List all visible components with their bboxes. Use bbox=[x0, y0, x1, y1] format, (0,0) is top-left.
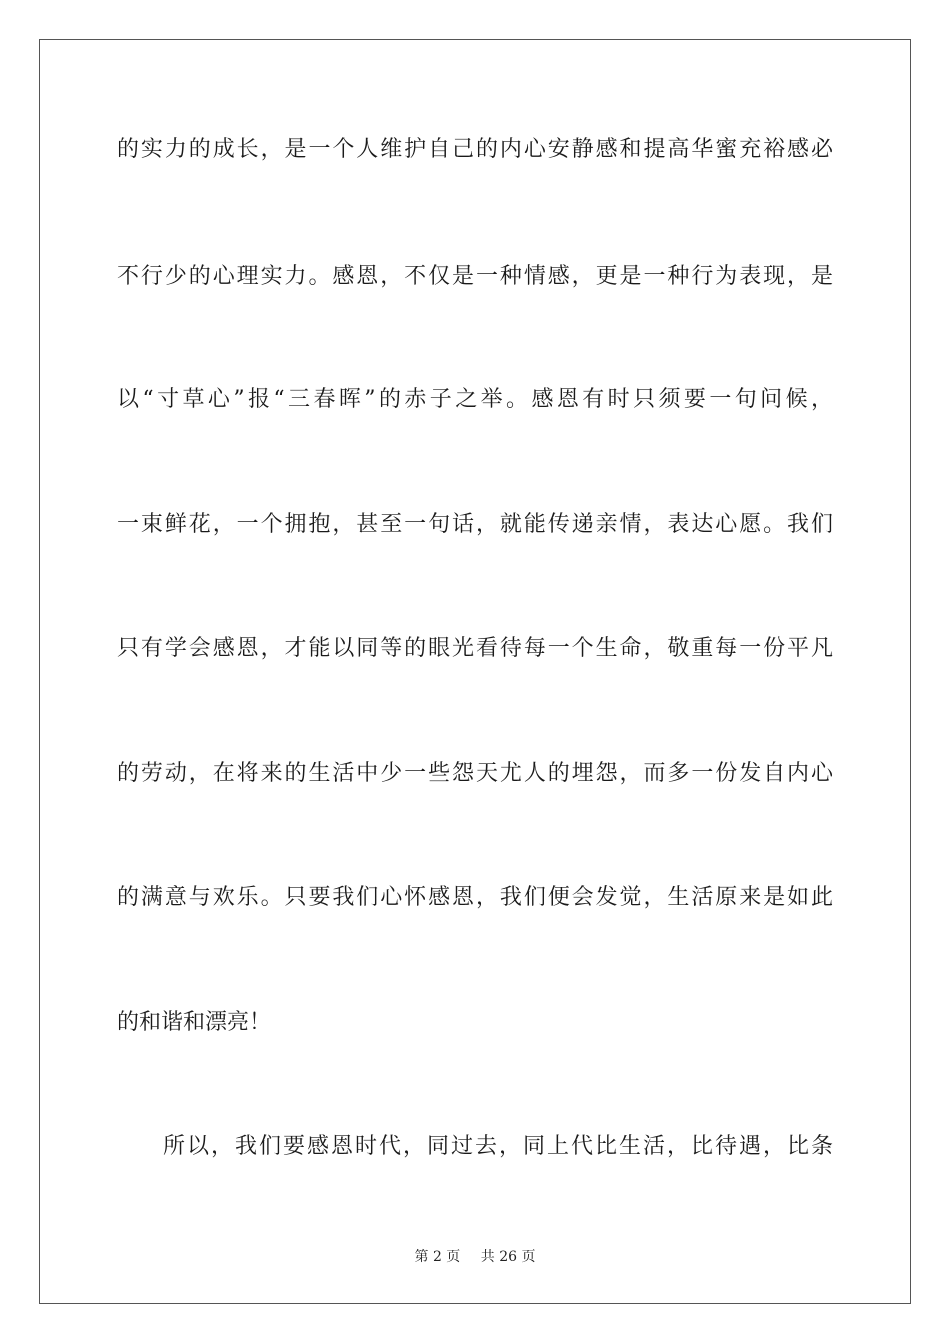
page-border bbox=[39, 39, 911, 1304]
body-text-line: 的劳动，在将来的生活中少一些怨天尤人的埋怨，而多一份发自内心 bbox=[117, 761, 833, 786]
body-text-line: 只有学会感恩，才能以同等的眼光看待每一个生命，敬重每一份平凡 bbox=[117, 636, 833, 661]
page-count: 共 26 页 bbox=[480, 1249, 536, 1265]
body-text-line: 不行少的心理实力。感恩，不仅是一种情感，更是一种行为表现，是 bbox=[117, 264, 833, 289]
body-text-line: 以“寸草心”报“三春晖”的赤子之举。感恩有时只须要一句问候， bbox=[117, 387, 833, 412]
page-number: 第 2 页 bbox=[414, 1249, 461, 1265]
body-text-line: 的满意与欢乐。只要我们心怀感恩，我们便会发觉，生活原来是如此 bbox=[117, 885, 833, 910]
body-text-line: 的实力的成长，是一个人维护自己的内心安静感和提高华蜜充裕感必 bbox=[117, 137, 833, 162]
body-text-line: 一束鲜花，一个拥抱，甚至一句话，就能传递亲情，表达心愿。我们 bbox=[117, 512, 833, 537]
body-text-line: 的和谐和漂亮！ bbox=[117, 1010, 272, 1035]
page-footer bbox=[0, 1247, 950, 1267]
paragraph-first-line: 所以，我们要感恩时代，同过去，同上代比生活，比待遇，比条 bbox=[163, 1134, 833, 1159]
